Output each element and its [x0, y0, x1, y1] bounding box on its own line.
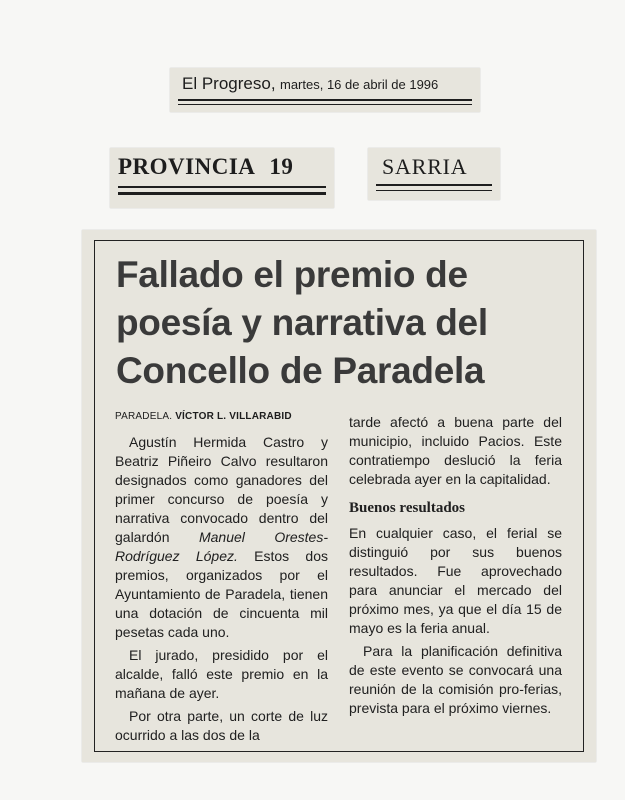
section-rule-top [118, 186, 326, 188]
paragraph-2: El jurado, presidido por el alcalde, falló este premio en la mañana de ayer. [115, 647, 328, 701]
masthead-rule-bottom [178, 104, 472, 105]
town-name: SARRIA [382, 154, 468, 179]
newspaper-name: El Progreso, [182, 74, 276, 93]
paragraph-continued: tarde afectó a buena parte del municipio, incluido Pacios. Este contratiempo deslució la feria celebrada ayer en la capitalidad. [349, 414, 562, 487]
town-clipping [368, 148, 500, 200]
byline-author: VÍCTOR L. VILLARABID [175, 411, 292, 422]
article-column-1 [115, 433, 328, 745]
paragraph-4: En cualquier caso, el ferial se distinguió por sus buenos resultados. Fue aprovechado para anunciar el mercado del próximo mes, ya que el día 15 de mayo es la feria anual. [349, 525, 562, 636]
paragraph-3: Por otra parte, un corte de luz ocurrido a las dos de la [115, 708, 328, 743]
article-column-2 [349, 413, 562, 718]
paragraph-1-text-cont: Estos dos premios, organizados por el Ayuntamiento de Paradela, tienen una dotación de cincuenta mil pesetas cada uno. [115, 548, 328, 640]
town-rule-top [376, 184, 492, 186]
paragraph-1-text: Agustín Hermida Castro y Beatriz Piñeiro Calvo resultaron designados como ganadores del primer concurso de poesía y narrativa convocado dentro del galardón [115, 434, 328, 545]
headline [116, 251, 586, 395]
headline-line-2: poesía y narrativa del [116, 302, 488, 343]
byline [115, 411, 292, 422]
section-name: PROVINCIA [118, 154, 256, 179]
headline-line-1: Fallado el premio de [116, 254, 468, 295]
paragraph-1 [115, 433, 328, 642]
headline-line-3: Concello de Paradela [116, 350, 485, 391]
publication-date: martes, 16 de abril de 1996 [280, 77, 439, 92]
subheading: Buenos resultados [349, 500, 466, 516]
masthead-text [182, 74, 438, 94]
page-number: 19 [269, 154, 294, 179]
section-clipping [110, 148, 334, 208]
byline-place: PARADELA. [115, 411, 173, 422]
masthead-rule-top [178, 99, 472, 101]
award-name: Manuel Orestes-Rodríguez López. [115, 529, 328, 564]
masthead-clipping [170, 68, 480, 112]
section-rule-bottom [118, 192, 326, 195]
town-rule-bottom [376, 190, 492, 191]
article-clipping [82, 230, 596, 762]
section-header [118, 154, 293, 180]
paragraph-5: Para la planificación definitiva de este evento se convocará una reunión de la comisión pro-ferias, prevista para el próximo viernes. [349, 643, 562, 716]
